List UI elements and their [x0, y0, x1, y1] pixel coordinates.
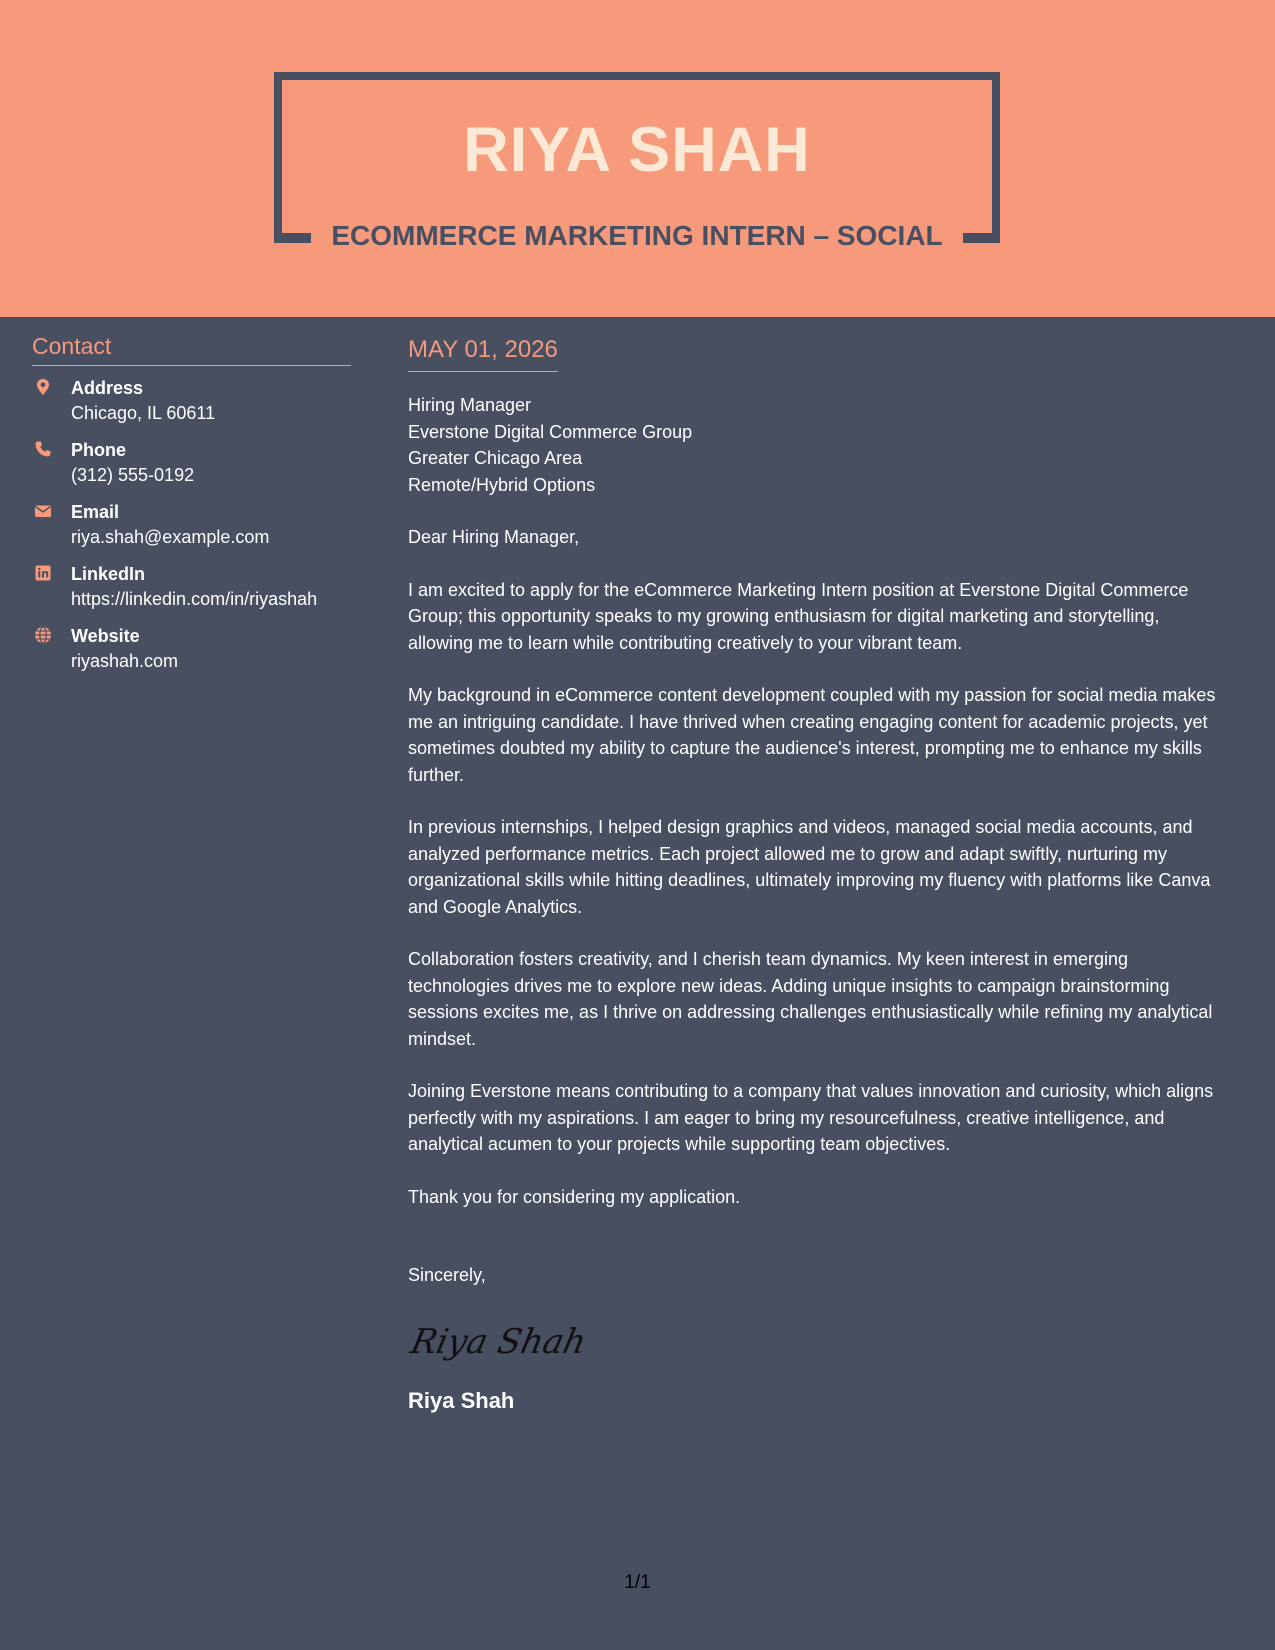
job-title: ECOMMERCE MARKETING INTERN – SOCIAL	[331, 220, 943, 251]
page-number: 1/1	[624, 1572, 651, 1593]
contact-label: LinkedIn	[71, 564, 146, 584]
handwritten-signature	[408, 1311, 608, 1371]
contact-value: riya.shah@example.com	[71, 527, 270, 547]
closing: Sincerely,	[408, 1265, 486, 1285]
body-paragraph: Joining Everstone means contributing to a company that values innovation and curiosity, which aligns perfectly with my aspirations. I am eager to bring my resourcefulness, creative intelligence, and analytical acumen to your projects while supporting team objectives.	[408, 1081, 1214, 1154]
applicant-name: RIYA SHAH	[463, 115, 811, 185]
signature-text: Riya Shah	[408, 1321, 590, 1362]
thank-you-line: Thank you for considering my application.	[408, 1186, 741, 1207]
contact-value: (312) 555-0192	[71, 465, 195, 485]
letter-date: MAY 01, 2026	[408, 333, 558, 372]
contact-heading: Contact	[32, 330, 351, 366]
envelope-icon	[34, 502, 52, 520]
body-paragraph: I am excited to apply for the eCommerce Marketing Intern position at Everstone Digital Commerce Group; this opportunity speaks to my growing enthusiasm for digital marketing and storytelling, allowing me to learn while contributing creatively to your vibrant team.	[408, 579, 1189, 653]
body-paragraph: In previous internships, I helped design graphics and videos, managed social media accounts, and analyzed performance metrics. Each project allowed me to grow and adapt swiftly, nurturing my organizational skills while hitting deadlines, ultimately improving my fluency with platforms like Canva and Google Analytics.	[408, 817, 1211, 917]
recipient-block	[408, 392, 1228, 498]
contact-value[interactable]: https://linkedin.com/in/riyashah	[71, 589, 318, 609]
contact-label: Website	[71, 626, 140, 646]
salutation: Dear Hiring Manager,	[408, 527, 580, 547]
contact-sidebar	[32, 330, 351, 686]
recipient-line: Greater Chicago Area	[408, 448, 583, 468]
contact-label: Phone	[71, 440, 127, 460]
contact-email	[32, 500, 351, 550]
map-pin-icon	[34, 378, 52, 396]
signer-name: Riya Shah	[408, 1387, 515, 1413]
contact-value[interactable]: riyashah.com	[71, 651, 179, 671]
globe-icon	[34, 626, 52, 644]
letter-body	[408, 333, 1228, 1416]
contact-linkedin	[32, 562, 351, 612]
linkedin-icon	[34, 564, 52, 582]
contact-label: Email	[71, 502, 120, 522]
header-banner	[0, 0, 1275, 317]
phone-icon	[34, 440, 52, 458]
contact-website	[32, 624, 351, 674]
recipient-line: Remote/Hybrid Options	[408, 474, 596, 495]
contact-phone	[32, 438, 351, 488]
contact-list	[32, 376, 351, 674]
contact-label: Address	[71, 378, 144, 398]
contact-value: Chicago, IL 60611	[71, 403, 216, 423]
body-paragraph: Collaboration fosters creativity, and I cherish team dynamics. My keen interest in emerging technologies drives me to explore new ideas. Adding unique insights to campaign brainstorming sessions excites me, as I thrive on addressing challenges enthusiastically while refining my analytical mindset.	[408, 949, 1213, 1049]
recipient-line: Hiring Manager	[408, 395, 532, 415]
recipient-line: Everstone Digital Commerce Group	[408, 421, 693, 442]
contact-address	[32, 376, 351, 426]
body-paragraph: My background in eCommerce content development coupled with my passion for social media makes me an intriguing candidate. I have thrived when creating engaging content for academic projects, yet sometimes doubted my ability to capture the audience's interest, prompting me to enhance my skills further.	[408, 685, 1216, 785]
